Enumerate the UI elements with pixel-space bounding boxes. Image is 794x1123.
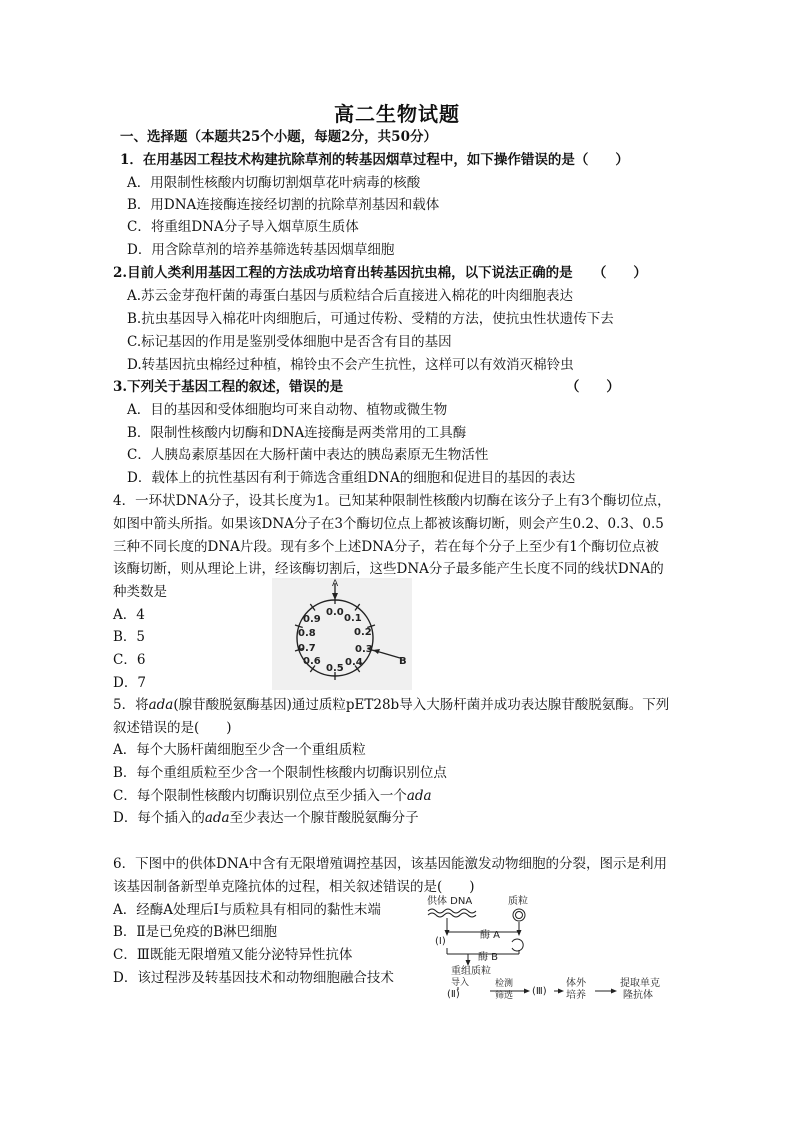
q4-stem-line4: 该酶切断，则从理论上讲，经该酶切割后，这些DNA分子最多能产生长度不同的线状DNA的 [113,561,664,577]
donor-dna-wave [428,909,476,913]
antibody-flow-diagram [420,892,685,1002]
ring-label-6: 0.6 [303,656,321,667]
q3-option-d: D．载体上的抗性基因有利于筛选含重组DNA的细胞和促进目的基因的表达 [127,470,576,486]
ring-label-1: 0.1 [344,613,362,624]
q5-option-c-gene: ada [406,788,432,804]
q5-stem-line2: 叙述错误的是( ) [113,720,232,736]
q6-option-d: D．该过程涉及转基因技术和动物细胞融合技术 [113,970,394,986]
q5-option-b: B．每个重组质粒至少含一个限制性核酸内切酶识别位点 [113,765,447,781]
q5-option-c-text: C．每个限制性核酸内切酶识别位点至少插入一个 [113,788,407,804]
q2-option-d: D.转基因抗虫棉经过种植，棉铃虫不会产生抗性，这样可以有效消灭棉铃虫 [127,357,574,373]
import-label: 导入 [451,978,470,988]
cell-ii-label: (Ⅱ) [447,989,460,1000]
donor-dna-label: 供体 DNA [427,896,473,907]
extract-label-2: 隆抗体 [623,990,653,1001]
ring-label-5: 0.5 [326,663,344,674]
culture-label-2: 培养 [566,990,586,1001]
recombinant-plasmid-label: 重组质粒 [451,966,491,977]
q3-stem: 3.下列关于基因工程的叙述，错误的是 （ ） [113,379,620,395]
q1-option-a: A．用限制性核酸内切酶切割烟草花叶病毒的核酸 [127,175,421,191]
ring-label-0: 0.0 [326,607,344,618]
q1-option-d: D．用含除草剂的培养基筛选转基因烟草细胞 [127,242,395,258]
q2-option-c: C.标记基因的作用是鉴别受体细胞中是否含有目的基因 [127,334,452,350]
q2-option-b: B.抗虫基因导入棉花叶肉细胞后，可通过传粉、受精的方法，使抗虫性状遗传下去 [127,311,614,327]
q1-option-c: C．将重组DNA分子导入烟草原生质体 [127,219,359,235]
ring-label-8: 0.8 [298,628,316,639]
q6-stem-line1: 6．下图中的供体DNA中含有无限增殖调控基因，该基因能激发动物细胞的分裂，图示是利用 [113,856,667,872]
plasmid-label: 质粒 [508,896,528,907]
culture-label-1: 体外 [566,978,586,989]
ring-label-3: 0.3 [355,644,373,655]
q5-gene-name: ada [148,697,174,713]
q5-option-a: A．每个大肠杆菌细胞至少含一个重组质粒 [113,742,366,758]
section-heading: 一、选择题（本题共25个小题，每题2分，共50分） [120,129,437,145]
q3-option-c: C．人胰岛素原基因在大肠杆菌中表达的胰岛素原无生物活性 [127,447,489,463]
plasmid-inner-circle [516,912,523,919]
q2-option-a: A.苏云金芽孢杆菌的毒蛋白基因与质粒结合后直接进入棉花的叶肉细胞表达 [127,288,574,304]
q3-option-a: A．目的基因和受体细胞均可来自动物、植物或微生物 [127,402,448,418]
arrow-b-label: B [399,656,407,667]
arrow-a-label: A [332,579,339,589]
circular-dna-diagram [272,578,412,690]
page-title: 高二生物试题 [334,102,460,126]
enzyme-a-label: 酶 A [480,930,501,941]
q2-stem: 2.目前人类利用基因工程的方法成功培育出转基因抗虫棉，以下说法正确的是 （ ） [113,265,647,281]
extract-label-1: 提取单克 [620,978,660,989]
donor-dna-wave-2 [428,913,476,917]
q5-option-c [113,787,432,805]
q1-stem: 1．在用基因工程技术构建抗除草剂的转基因烟草过程中，如下操作错误的是（ ） [120,152,629,168]
q4-option-c: C．6 [113,652,146,668]
detect-label: 检测 [495,979,514,989]
q4-stem-line1: 4．一环状DNA分子，设其长度为1。已知某种限制性核酸内切酶在该分子上有3个酶切位点， [113,493,671,509]
ring-label-7: 0.7 [298,643,316,654]
flow-arrowheads [445,930,618,994]
cell-iii-label: (Ⅲ) [532,986,547,997]
q6-option-a: A．经酶A处理后Ⅰ与质粒具有相同的黏性末端 [113,902,381,918]
screen-label: 筛选 [495,991,514,1001]
ring-label-9: 0.9 [303,614,321,625]
q5-stem-suffix: (腺苷酸脱氨酶基因)通过质粒pET28b导入大肠杆菌并成功表达腺苷酸脱氨酶。下列 [173,697,670,713]
ring-label-2: 0.2 [354,627,372,638]
plasmid-circle [513,909,525,921]
q5-option-d-suffix: 至少表达一个腺苷酸脱氨酶分子 [229,810,419,826]
q5-option-d-gene: ada [204,810,230,826]
q5-stem-prefix: 5．将 [113,697,149,713]
ring-label-4: 0.4 [345,657,363,668]
q6-option-b: B．Ⅱ是已免疫的B淋巴细胞 [113,924,278,940]
q6-stem-line2: 该基因制备新型单克隆抗体的过程，相关叙述错误的是( ) [113,879,475,895]
q5-option-d-prefix: D．每个插入的 [113,810,205,826]
q4-stem-line5: 种类数是 [113,584,167,600]
q1-option-b: B．用DNA连接酶连接经切割的抗除草剂基因和载体 [127,197,440,213]
fragment-i-label: (Ⅰ) [435,936,446,947]
cut-plasmid [512,939,523,951]
q6-option-c: C．Ⅲ既能无限增殖又能分泌特异性抗体 [113,947,353,963]
q4-stem-line2: 如图中箭头所指。如果该DNA分子在3个酶切位点上都被该酶切断，则会产生0.2、0.3、0.5 [113,516,664,532]
q5-stem-line1 [113,696,669,714]
q4-option-d: D．7 [113,675,146,691]
q4-option-b: B．5 [113,629,146,645]
q4-option-a: A．4 [113,607,145,623]
q4-stem-line3: 三种不同长度的DNA片段。现有多个上述DNA分子，若在每个分子上至少有1个酶切位点被 [113,539,659,555]
enzyme-b-label: 酶 B [478,952,499,963]
q5-option-d [113,809,419,827]
q3-option-b: B．限制性核酸内切酶和DNA连接酶是两类常用的工具酶 [127,425,467,441]
